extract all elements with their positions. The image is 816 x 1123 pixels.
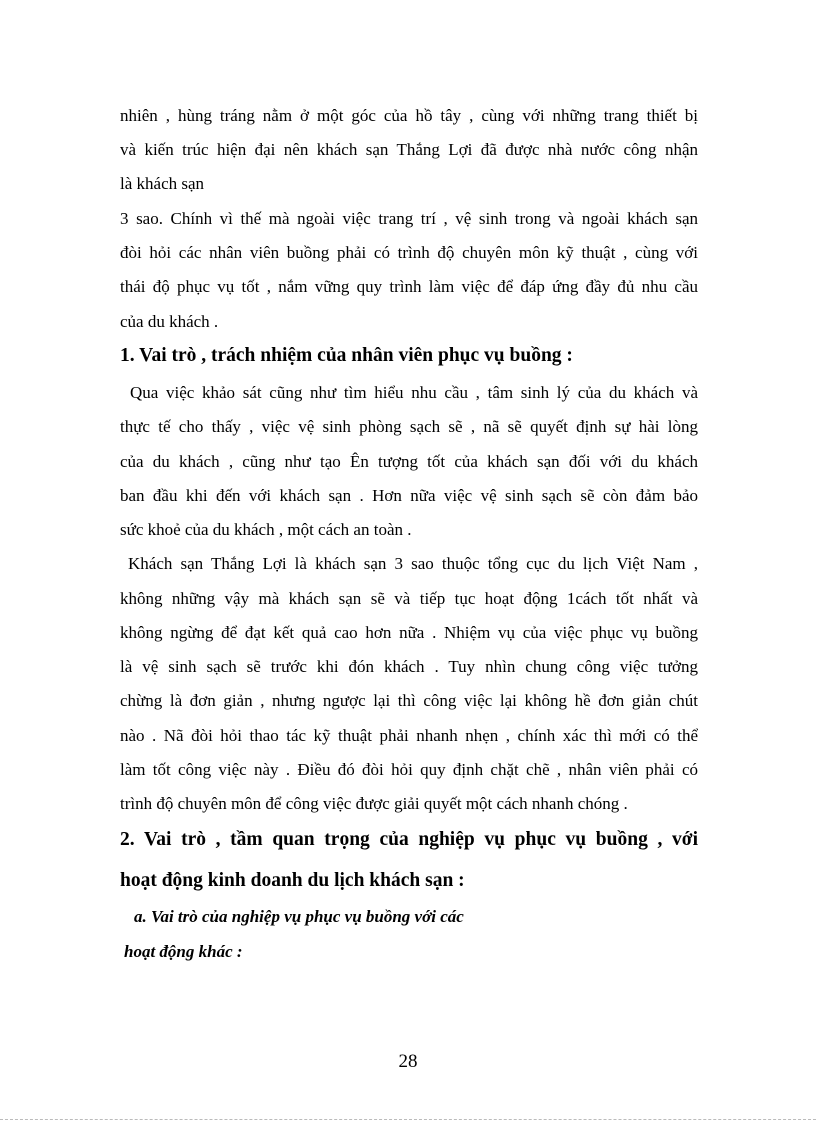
paragraph-line: nhiên , hùng tráng nằm ở một góc của hồ tây , cùng với những trang thiết bị bbox=[120, 106, 698, 125]
subsection-heading: hoạt động khác : bbox=[124, 942, 243, 961]
paragraph-line: sức khoẻ của du khách , một cách an toàn . bbox=[120, 520, 412, 539]
paragraph-line: của du khách . bbox=[120, 312, 219, 331]
section-heading: 2. Vai trò , tầm quan trọng của nghiệp vụ phục vụ buồng , với bbox=[120, 829, 698, 850]
paragraph-line: Qua việc khảo sát cũng như tìm hiểu nhu cầu , tâm sinh lý của du khách và bbox=[130, 383, 698, 402]
paragraph-line: ban đầu khi đến với khách sạn . Hơn nữa việc vệ sinh sạch sẽ còn đảm bảo bbox=[120, 486, 698, 505]
paragraph-line: không những vậy mà khách sạn sẽ và tiếp tục hoạt động 1cách tốt nhất và bbox=[120, 589, 698, 608]
section-heading: 1. Vai trò , trách nhiệm của nhân viên phục vụ buồng : bbox=[120, 345, 573, 366]
paragraph-line: Khách sạn Thắng Lợi là khách sạn 3 sao thuộc tổng cục du lịch Việt Nam , bbox=[128, 554, 698, 573]
page-bottom-border bbox=[0, 1119, 816, 1120]
paragraph-line: đòi hỏi các nhân viên buồng phải có trình độ chuyên môn kỹ thuật , cùng với bbox=[120, 243, 698, 262]
subsection-heading: a. Vai trò của nghiệp vụ phục vụ buồng với các bbox=[134, 907, 464, 926]
page-number: 28 bbox=[398, 1051, 418, 1072]
paragraph-line: không ngừng để đạt kết quả cao hơn nữa . Nhiệm vụ của việc phục vụ buồng bbox=[120, 623, 698, 642]
paragraph-line: là vệ sinh sạch sẽ trước khi đón khách . Tuy nhìn chung công việc tưởng bbox=[120, 657, 698, 676]
paragraph-line: trình độ chuyên môn để công việc được giải quyết một cách nhanh chóng . bbox=[120, 794, 628, 813]
paragraph-line: chừng là đơn giản , nhưng ngược lại thì công việc lại không hề đơn giản chút bbox=[120, 691, 698, 710]
section-heading: hoạt động kinh doanh du lịch khách sạn : bbox=[120, 870, 465, 891]
paragraph-line: là khách sạn bbox=[120, 174, 205, 193]
paragraph-line: thái độ phục vụ tốt , nắm vững quy trình làm việc để đáp ứng đầy đủ nhu cầu bbox=[120, 277, 698, 296]
paragraph-line: 3 sao. Chính vì thế mà ngoài việc trang trí , vệ sinh trong và ngoài khách sạn bbox=[120, 209, 698, 228]
paragraph-line: của du khách , cũng như tạo Ên tượng tốt của khách sạn đối với du khách bbox=[120, 452, 698, 471]
paragraph-line: làm tốt công việc này . Điều đó đòi hỏi quy định chặt chẽ , nhân viên phải có bbox=[120, 760, 698, 779]
paragraph-line: nào . Nã đòi hỏi thao tác kỹ thuật phải nhanh nhẹn , chính xác thì mới có thể bbox=[120, 726, 698, 745]
paragraph-line: thực tế cho thấy , việc vệ sinh phòng sạch sẽ , nã sẽ quyết định sự hài lòng bbox=[120, 417, 698, 436]
paragraph-line: và kiến trúc hiện đại nên khách sạn Thắng Lợi đã được nhà nước công nhận bbox=[120, 140, 698, 159]
